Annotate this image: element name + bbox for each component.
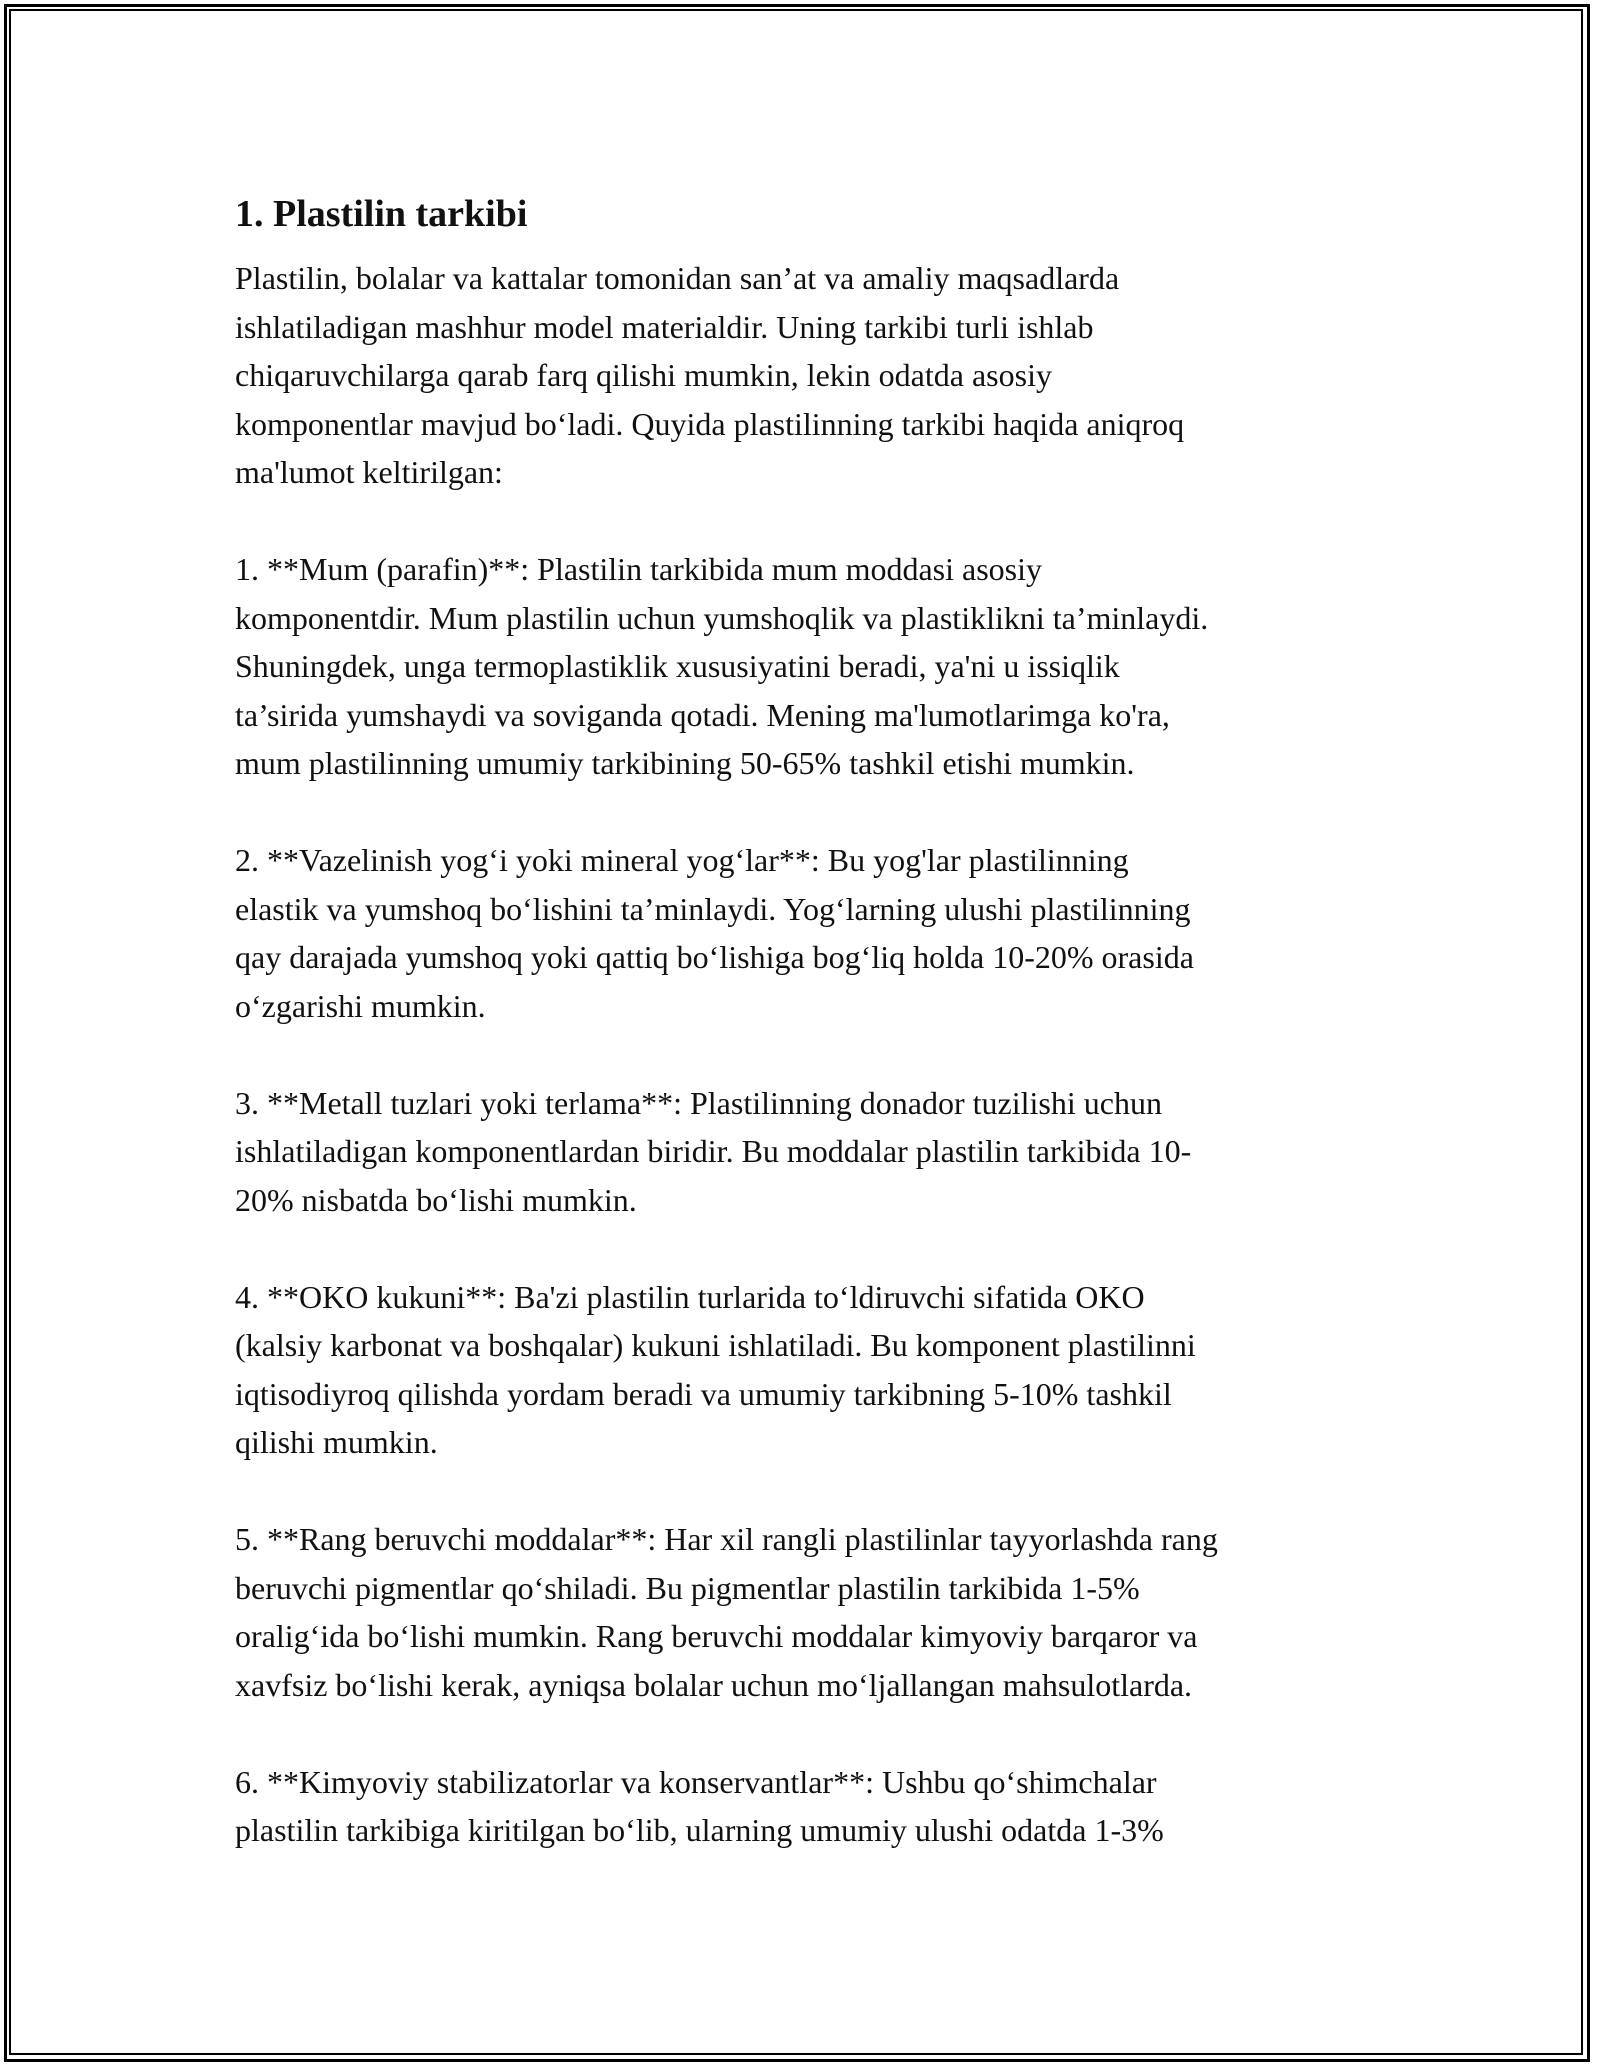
text-line: 6. **Kimyoviy stabilizatorlar va konservantlar**: Ushbu qo‘shimchalar [235, 1763, 1157, 1800]
paragraph [235, 1758, 1385, 1855]
paragraph [235, 1079, 1385, 1225]
text-line: plastilin tarkibiga kiritilgan bo‘lib, ularning umumiy ulushi odatda 1-3% [235, 1812, 1164, 1848]
text-line: chiqaruvchilarga qarab farq qilishi mumkin, lekin odatda asosiy [235, 357, 1052, 393]
text-line: 4. **OKO kukuni**: Ba'zi plastilin turlarida to‘ldiruvchi sifatida OKO [235, 1278, 1145, 1315]
text-line: Plastilin, bolalar va kattalar tomonidan san’at va amaliy maqsadlarda [235, 260, 1120, 296]
text-line: oralig‘ida bo‘lishi mumkin. Rang beruvchi moddalar kimyoviy barqaror va [235, 1618, 1198, 1654]
text-line: ishlatiladigan mashhur model materialdir. Uning tarkibi turli ishlab [235, 308, 1094, 345]
paragraph [235, 1515, 1385, 1709]
text-line: ta’sirida yumshaydi va soviganda qotadi. Mening ma'lumotlarimga ko'ra, [235, 696, 1170, 733]
paragraph [235, 254, 1385, 497]
text-line: 1. **Mum (parafin)**: Plastilin tarkibida mum moddasi asosiy [235, 551, 1043, 587]
text-line: beruvchi pigmentlar qo‘shiladi. Bu pigmentlar plastilin tarkibida 1-5% [235, 1569, 1140, 1606]
text-line: komponentlar mavjud bo‘ladi. Quyida plastilinning tarkibi haqida aniqroq [235, 405, 1185, 442]
text-line: xavfsiz bo‘lishi kerak, ayniqsa bolalar uchun mo‘ljallangan mahsulotlarda. [235, 1666, 1193, 1703]
text-line: (kalsiy karbonat va boshqalar) kukuni ishlatiladi. Bu komponent plastilinni [235, 1327, 1196, 1363]
text-line: elastik va yumshoq bo‘lishini ta’minlaydi. Yog‘larning ulushi plastilinning [235, 890, 1191, 927]
text-line: 2. **Vazelinish yog‘i yoki mineral yog‘lar**: Bu yog'lar plastilinning [235, 842, 1129, 878]
text-line: 3. **Metall tuzlari yoki terlama**: Plastilinning donador tuzilishi uchun [235, 1084, 1162, 1121]
text-line: 20% nisbatda bo‘lishi mumkin. [235, 1181, 637, 1218]
document-body [235, 186, 1385, 1903]
text-line: qilishi mumkin. [235, 1424, 438, 1460]
text-line: ishlatiladigan komponentlardan biridir. Bu moddalar plastilin tarkibida 10- [235, 1133, 1192, 1169]
text-line: komponentdir. Mum plastilin uchun yumshoqlik va plastiklikni ta’minlaydi. [235, 599, 1209, 636]
text-line: o‘zgarishi mumkin. [235, 987, 486, 1024]
text-line: iqtisodiyroq qilishda yordam beradi va umumiy tarkibning 5-10% tashkil [235, 1375, 1172, 1412]
text-line: qay darajada yumshoq yoki qattiq bo‘lishiga bog‘liq holda 10-20% orasida [235, 939, 1194, 975]
text-line: ma'lumot keltirilgan: [235, 454, 503, 490]
paragraph [235, 1273, 1385, 1467]
paragraph [235, 545, 1385, 788]
text-line: Shuningdek, unga termoplastiklik xususiyatini beradi, ya'ni u issiqlik [235, 648, 1120, 684]
paragraph-list [235, 254, 1385, 1855]
document-title: 1. Plastilin tarkibi [235, 193, 528, 235]
text-line: mum plastilinning umumiy tarkibining 50-65% tashkil etishi mumkin. [235, 745, 1135, 781]
text-line: 5. **Rang beruvchi moddalar**: Har xil rangli plastilinlar tayyorlashda rang [235, 1521, 1218, 1557]
paragraph [235, 836, 1385, 1030]
